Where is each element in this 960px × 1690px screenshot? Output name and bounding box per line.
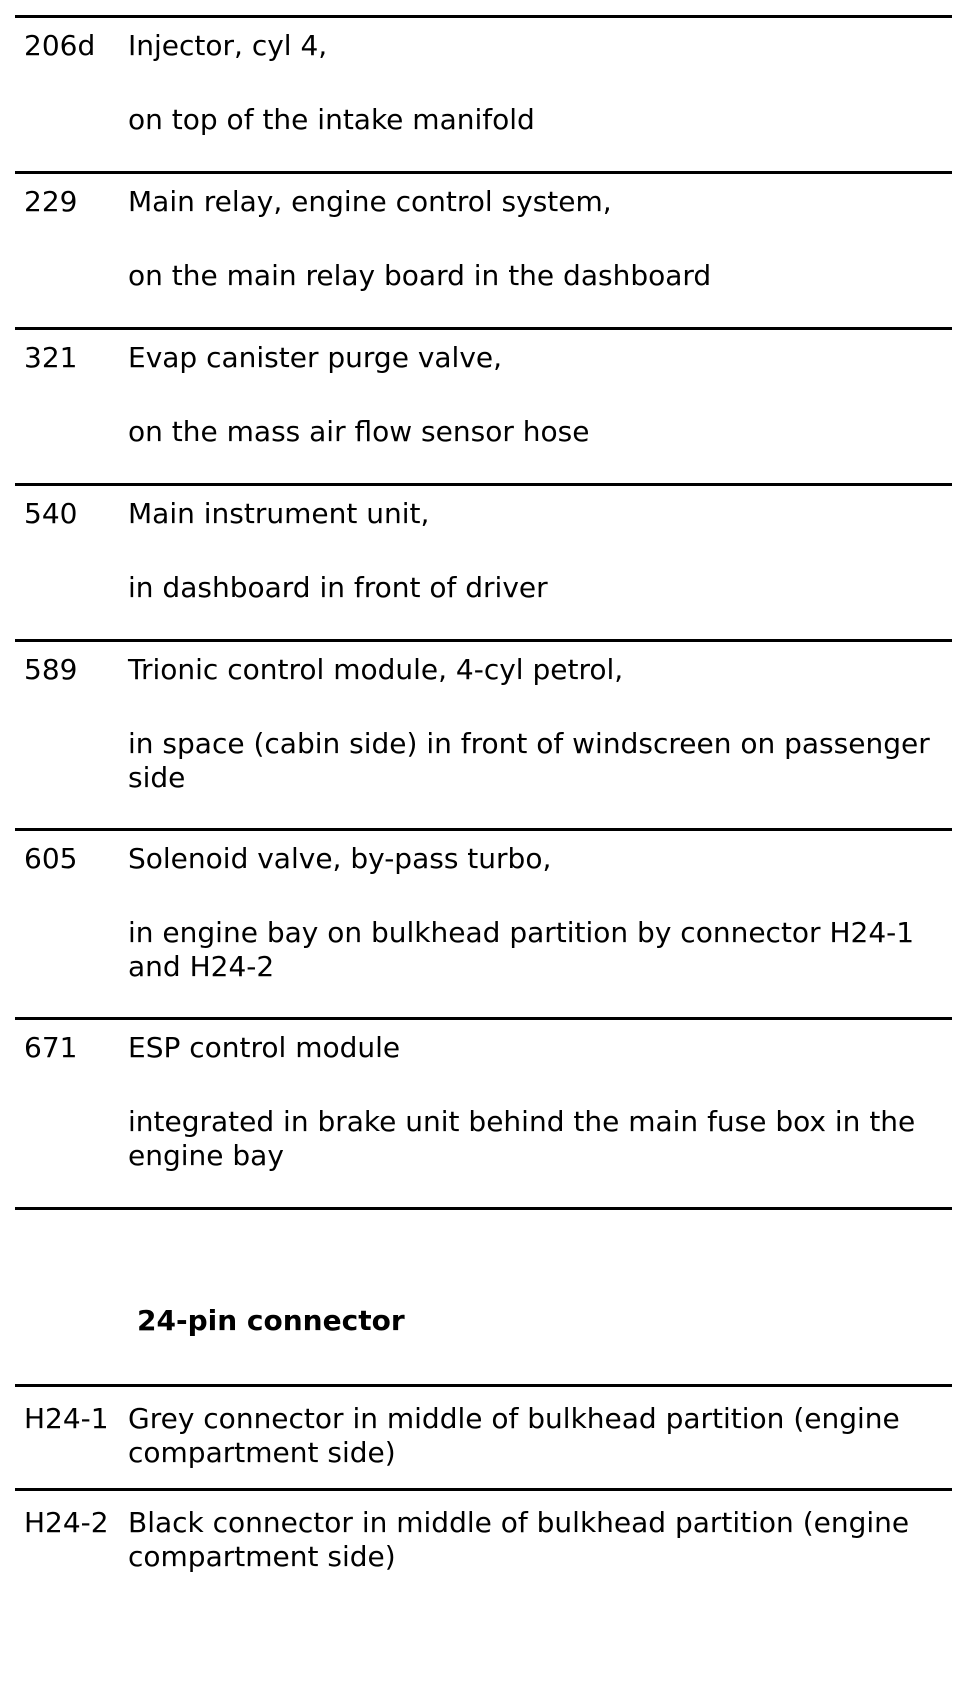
component-description: Trionic control module, 4-cyl petrol, (128, 653, 624, 686)
component-row (15, 330, 952, 483)
component-row (15, 1020, 952, 1207)
component-code: 321 (24, 341, 78, 374)
component-body (128, 653, 952, 828)
component-row (15, 174, 952, 327)
component-description: Injector, cyl 4, (128, 29, 328, 62)
component-body (128, 842, 952, 1017)
component-row (15, 831, 952, 1017)
component-location: integrated in brake unit behind the main fuse box in the engine bay (128, 1105, 916, 1172)
component-location: on the main relay board in the dashboard (128, 259, 712, 292)
component-code: 671 (24, 1031, 78, 1064)
component-body (128, 497, 952, 639)
section-heading: 24-pin connector (137, 1304, 405, 1337)
component-code: 605 (24, 842, 78, 875)
component-location: in dashboard in front of driver (128, 571, 548, 604)
component-body (128, 1031, 952, 1207)
component-description: Solenoid valve, by-pass turbo, (128, 842, 552, 875)
component-code: 540 (24, 497, 78, 530)
component-location-table (15, 15, 952, 1592)
component-body (128, 341, 952, 483)
component-location: on top of the intake manifold (128, 103, 535, 136)
component-row (15, 18, 952, 171)
connector-row (15, 1387, 952, 1488)
component-location: in engine bay on bulkhead partition by connector H24-1 and H24-2 (128, 916, 915, 983)
component-body (128, 185, 952, 327)
connector-description: Black connector in middle of bulkhead partition (engine compartment side) (128, 1506, 910, 1573)
component-code: 589 (24, 653, 78, 686)
component-row (15, 486, 952, 639)
component-description: Main relay, engine control system, (128, 185, 612, 218)
connector-code: H24-1 (24, 1402, 109, 1435)
component-code: 229 (24, 185, 78, 218)
component-body (128, 29, 952, 171)
connector-row (15, 1491, 952, 1592)
component-description: Evap canister purge valve, (128, 341, 503, 374)
component-row (15, 642, 952, 828)
component-location: on the mass air flow sensor hose (128, 415, 590, 448)
component-description: Main instrument unit, (128, 497, 430, 530)
connector-description: Grey connector in middle of bulkhead partition (engine compartment side) (128, 1402, 900, 1469)
component-code: 206d (24, 29, 96, 62)
component-location: in space (cabin side) in front of windscreen on passenger side (128, 727, 930, 794)
connector-code: H24-2 (24, 1506, 109, 1539)
component-description: ESP control module (128, 1031, 401, 1064)
